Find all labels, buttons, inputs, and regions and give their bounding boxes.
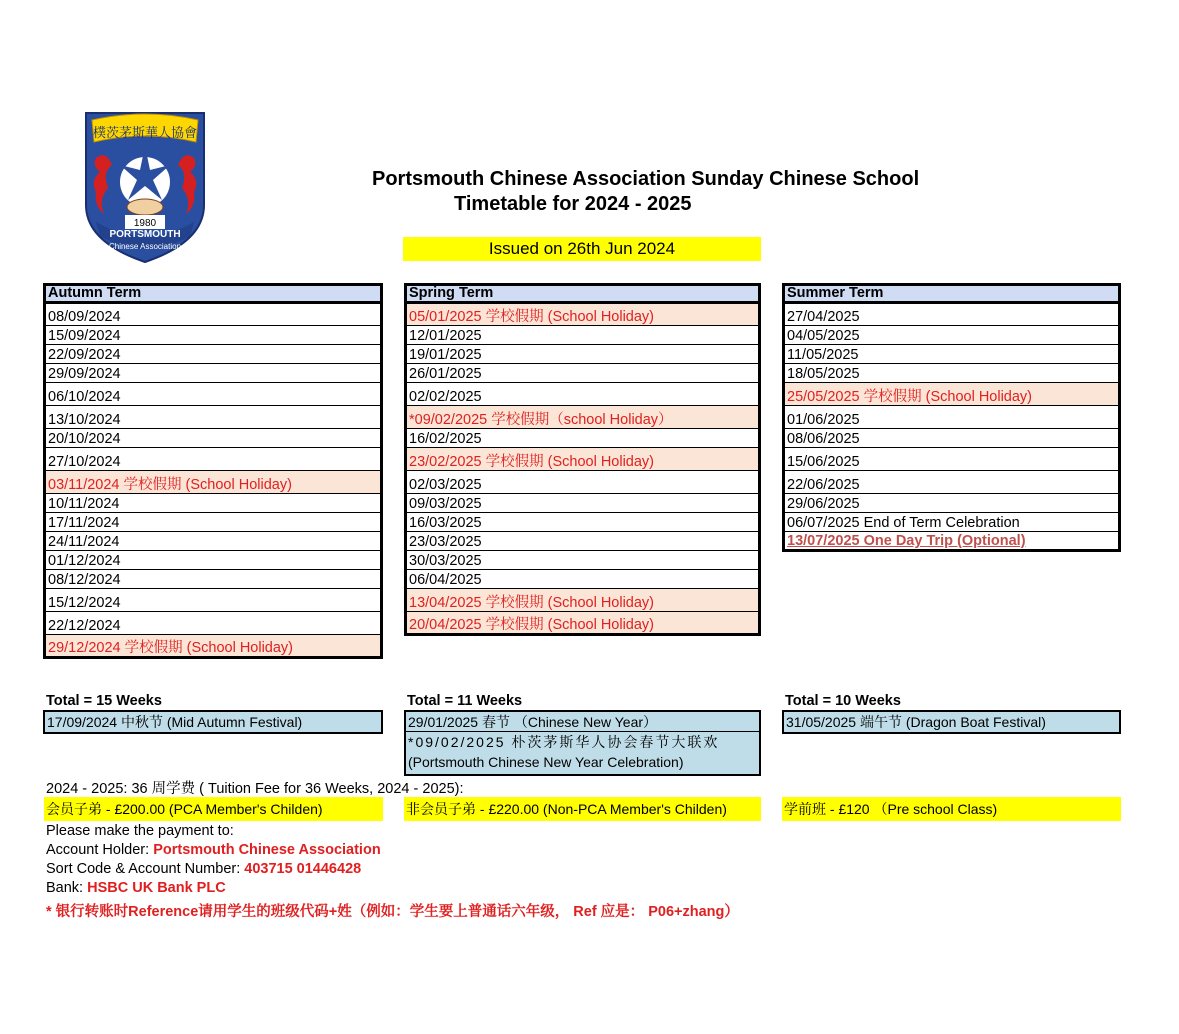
table-row [45,448,382,471]
spring-festivals [404,710,761,776]
page-title: Portsmouth Chinese Association Sunday Chinese School [372,168,920,190]
table-row [45,612,382,635]
sort-code-value: 403715 01446428 [244,861,362,877]
bank-label: Bank: [46,880,88,896]
date-cell: 02/02/2025 [406,383,760,406]
date-cell: 10/11/2024 [45,494,382,513]
date-cell: 22/12/2024 [45,612,382,635]
autumn-total: Total = 15 Weeks [46,693,162,709]
fee-non-member: 非会员子弟 - £220.00 (Non-PCA Member's Childen) [404,797,761,821]
table-row [45,532,382,551]
summer-total: Total = 10 Weeks [785,693,901,709]
table-row [784,326,1120,345]
autumn-term-header: Autumn Term [45,285,382,303]
table-row [45,429,382,448]
date-cell: 02/03/2025 [406,471,760,494]
table-row [784,471,1120,494]
table-row [406,494,760,513]
payment-sort-code [46,861,361,877]
spring-total: Total = 11 Weeks [407,693,523,709]
date-cell: 15/06/2025 [784,448,1120,471]
fee-title: 2024 - 2025: 36 周学费 ( Tuition Fee for 36 Weeks, 2024 - 2025): [46,781,464,797]
table-row [406,532,760,551]
spring-term-table [404,283,761,636]
logo-year: 1980 [133,218,157,229]
page-subtitle: Timetable for 2024 - 2025 [454,193,692,215]
holiday-date-cell: 23/02/2025 学校假期 (School Holiday) [406,448,760,471]
table-row [406,448,760,471]
date-cell: 13/07/2025 One Day Trip (Optional) [784,532,1120,551]
account-holder-label: Account Holder: [46,842,154,858]
date-cell: 15/09/2024 [45,326,382,345]
holiday-date-cell: *09/02/2025 学校假期（school Holiday） [406,406,760,429]
table-row [784,513,1120,532]
logo-name: PORTSMOUTH [109,229,181,240]
table-row [45,383,382,406]
table-row [784,406,1120,429]
date-cell: 23/03/2025 [406,532,760,551]
holiday-date-cell: 20/04/2025 学校假期 (School Holiday) [406,612,760,635]
fee-member: 会员子弟 - £200.00 (PCA Member's Childen) [44,797,383,821]
table-row [784,429,1120,448]
date-cell: 18/05/2025 [784,364,1120,383]
date-cell: 15/12/2024 [45,589,382,612]
holiday-date-cell: 05/01/2025 学校假期 (School Holiday) [406,303,760,326]
date-cell: 27/10/2024 [45,448,382,471]
table-row [406,326,760,345]
date-cell: 04/05/2025 [784,326,1120,345]
spring-festival-cny: 29/01/2025 春节 （Chinese New Year） [406,712,759,732]
table-row [784,494,1120,513]
holiday-date-cell: 29/12/2024 学校假期 (School Holiday) [45,635,382,658]
date-cell: 12/01/2025 [406,326,760,345]
table-row [45,570,382,589]
table-row [406,345,760,364]
date-cell: 26/01/2025 [406,364,760,383]
spring-festival-celebration-en: (Portsmouth Chinese New Year Celebration) [408,754,684,770]
table-row [45,635,382,658]
date-cell: 01/12/2024 [45,551,382,570]
account-holder-value: Portsmouth Chinese Association [153,842,381,858]
table-row [45,589,382,612]
table-row [406,589,760,612]
bank-value: HSBC UK Bank PLC [87,880,226,896]
table-row [45,494,382,513]
table-row [784,383,1120,406]
date-cell: 19/01/2025 [406,345,760,364]
date-cell: 08/09/2024 [45,303,382,326]
table-row [406,513,760,532]
table-row [406,429,760,448]
date-cell: 22/06/2025 [784,471,1120,494]
table-row [45,471,382,494]
sort-code-label: Sort Code & Account Number: [46,861,245,877]
table-row [406,612,760,635]
table-row [45,303,382,326]
date-cell: 06/04/2025 [406,570,760,589]
date-cell: 29/09/2024 [45,364,382,383]
issued-date-banner: Issued on 26th Jun 2024 [403,237,761,261]
table-row [406,364,760,383]
date-cell: 08/06/2025 [784,429,1120,448]
logo-chinese-text: 樸茨茅斯華人協會 [92,126,198,141]
table-row [784,448,1120,471]
table-row [45,513,382,532]
table-row [406,383,760,406]
date-cell: 11/05/2025 [784,345,1120,364]
date-cell: 29/06/2025 [784,494,1120,513]
table-row [784,364,1120,383]
spring-festival-celebration: *09/02/2025 朴茨茅斯华人协会春节大联欢 [408,734,720,750]
table-row [45,406,382,429]
logo-subname: Chinese Association [108,242,182,251]
summer-term-table [782,283,1121,552]
date-cell: 01/06/2025 [784,406,1120,429]
date-cell: 24/11/2024 [45,532,382,551]
autumn-term-table [43,283,383,659]
date-cell: 08/12/2024 [45,570,382,589]
date-cell: 09/03/2025 [406,494,760,513]
fee-preschool: 学前班 - £120 （Pre school Class) [782,797,1121,821]
date-cell: 30/03/2025 [406,551,760,570]
table-row [406,551,760,570]
date-cell: 06/10/2024 [45,383,382,406]
date-cell: 17/11/2024 [45,513,382,532]
holiday-date-cell: 13/04/2025 学校假期 (School Holiday) [406,589,760,612]
holiday-date-cell: 25/05/2025 学校假期 (School Holiday) [784,383,1120,406]
date-cell: 27/04/2025 [784,303,1120,326]
date-cell: 16/03/2025 [406,513,760,532]
date-cell: 06/07/2025 End of Term Celebration [784,513,1120,532]
date-cell: 16/02/2025 [406,429,760,448]
table-row [784,532,1120,551]
holiday-date-cell: 03/11/2024 学校假期 (School Holiday) [45,471,382,494]
pca-logo [82,110,208,264]
spring-term-header: Spring Term [406,285,760,303]
payment-reference-note: * 银行转账时Reference请用学生的班级代码+姓（例如：学生要上普通话六年级， Ref 应是： P06+zhang） [46,904,739,920]
date-cell: 13/10/2024 [45,406,382,429]
payment-bank [46,880,226,896]
table-row [406,303,760,326]
payment-intro: Please make the payment to: [46,823,234,839]
summer-festival: 31/05/2025 端午节 (Dragon Boat Festival) [782,710,1121,734]
table-row [45,364,382,383]
table-row [45,345,382,364]
date-cell: 20/10/2024 [45,429,382,448]
table-row [784,303,1120,326]
table-row [784,345,1120,364]
table-row [45,326,382,345]
summer-term-header: Summer Term [784,285,1120,303]
autumn-festival: 17/09/2024 中秋节 (Mid Autumn Festival) [43,710,383,734]
payment-account-holder [46,842,381,858]
table-row [45,551,382,570]
table-row [406,570,760,589]
table-row [406,471,760,494]
table-row [406,406,760,429]
date-cell: 22/09/2024 [45,345,382,364]
